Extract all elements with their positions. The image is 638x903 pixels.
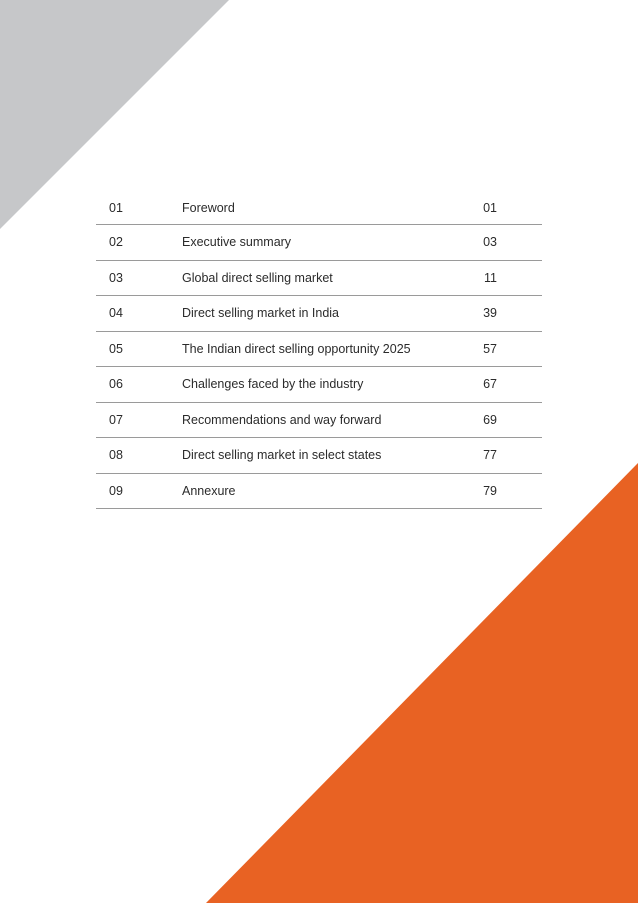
toc-row[interactable] bbox=[96, 225, 542, 261]
toc-page: 11 bbox=[484, 270, 497, 285]
toc-number: 07 bbox=[109, 412, 123, 427]
toc-row[interactable] bbox=[96, 192, 542, 225]
toc-number: 06 bbox=[109, 377, 123, 391]
toc-page: 67 bbox=[483, 377, 497, 391]
toc-title: Recommendations and way forward bbox=[182, 412, 382, 427]
toc-number: 09 bbox=[109, 483, 123, 498]
toc-page: 57 bbox=[483, 341, 497, 356]
toc-row[interactable] bbox=[96, 403, 542, 439]
toc-title: The Indian direct selling opportunity 2025 bbox=[182, 341, 411, 356]
toc-number: 05 bbox=[109, 341, 123, 356]
table-of-contents bbox=[96, 192, 542, 509]
toc-row[interactable] bbox=[96, 367, 542, 403]
orange-triangle-shape bbox=[206, 463, 638, 903]
toc-number: 04 bbox=[109, 306, 123, 320]
toc-page: 03 bbox=[483, 235, 497, 249]
toc-number: 08 bbox=[109, 448, 123, 462]
toc-title: Foreword bbox=[182, 201, 235, 215]
toc-number: 03 bbox=[109, 270, 123, 285]
toc-row[interactable] bbox=[96, 332, 542, 368]
toc-title: Global direct selling market bbox=[182, 270, 333, 285]
toc-title: Challenges faced by the industry bbox=[182, 377, 364, 391]
toc-row[interactable] bbox=[96, 261, 542, 297]
toc-page: 79 bbox=[483, 483, 497, 498]
toc-number: 01 bbox=[109, 201, 123, 215]
toc-row[interactable] bbox=[96, 438, 542, 474]
toc-row[interactable] bbox=[96, 296, 542, 332]
toc-page: 01 bbox=[483, 201, 497, 215]
toc-title: Executive summary bbox=[182, 235, 292, 249]
toc-page: 69 bbox=[483, 412, 497, 427]
toc-page: 77 bbox=[483, 448, 497, 462]
toc-title: Direct selling market in select states bbox=[182, 448, 382, 462]
toc-number: 02 bbox=[109, 235, 123, 249]
toc-page: 39 bbox=[483, 306, 497, 320]
toc-row[interactable] bbox=[96, 474, 542, 510]
toc-title: Direct selling market in India bbox=[182, 306, 340, 320]
toc-title: Annexure bbox=[182, 483, 236, 498]
